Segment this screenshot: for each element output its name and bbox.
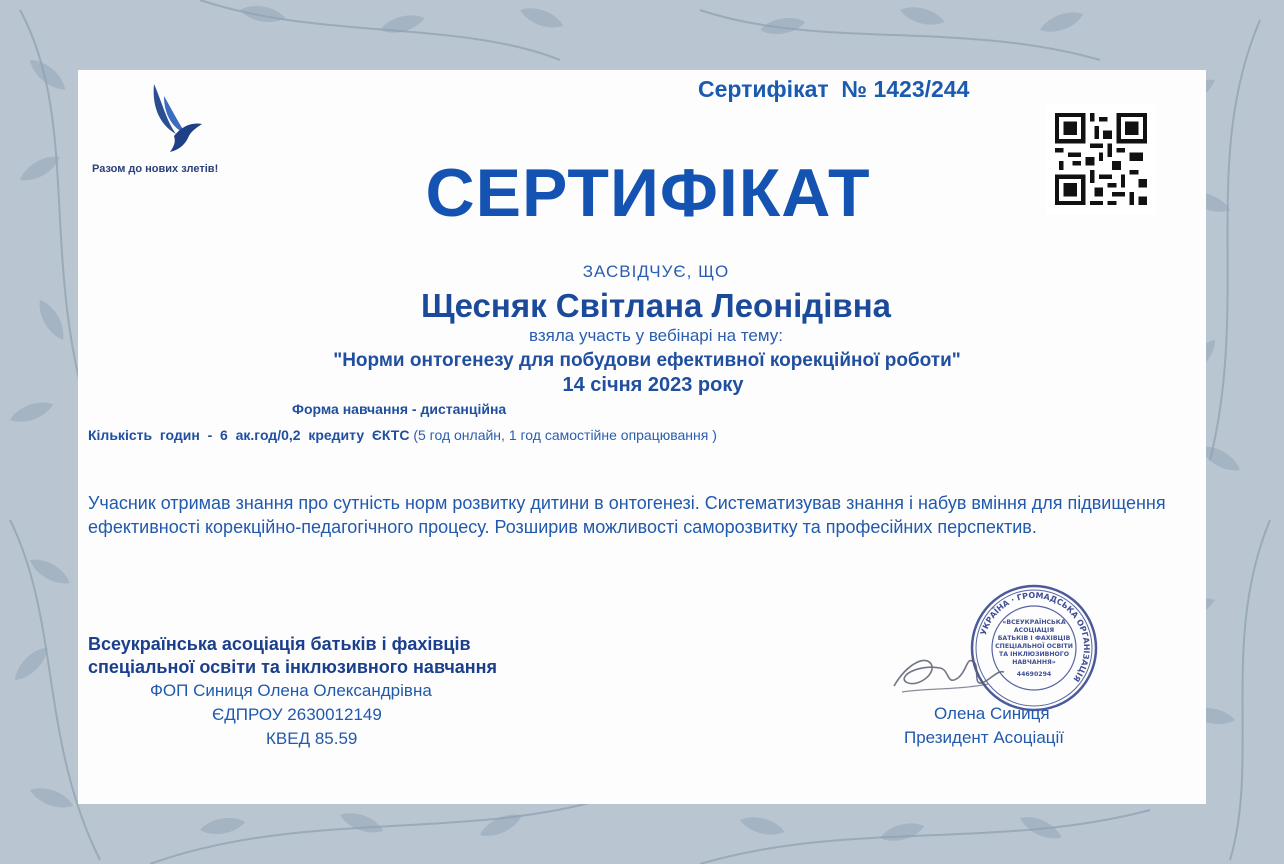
hours-line — [88, 427, 717, 443]
certifies-label: ЗАСВІДЧУЄ, ЩО — [582, 262, 730, 281]
seal-ring-text: УКРАЇНА · ГРОМАДСЬКА ОРГАНІЗАЦІЯ — [978, 590, 1092, 684]
webinar-topic: "Норми онтогенезу для побудови ефективної корекційної роботи" — [333, 350, 961, 371]
organization-fop: ФОП Синиця Олена Олександрівна — [150, 681, 432, 700]
learning-summary: Учасник отримав знання про сутність норм розвитку дитини в онтогенезі. Систематизував знання і набув вміння для підвищення ефективності корекційно-педагогічного процесу. Розширив можливості саморозвитку та професійних перспектив. — [88, 493, 1166, 537]
certificate-number: Сертифікат № 1423/244 — [698, 76, 970, 102]
dove-logo-icon — [148, 80, 208, 156]
organization-kved: КВЕД 85.59 — [266, 729, 358, 748]
hours-detail: (5 год онлайн, 1 год самостійне опрацювання ) — [413, 427, 717, 443]
signer-name: Олена Синиця — [934, 704, 1050, 723]
organization-name-line1: Всеукраїнська асоціація батьків і фахівців — [88, 634, 471, 654]
seal-line: БАТЬКІВ І ФАХІВЦІВ — [997, 635, 1071, 642]
organization-name-line2: спеціальної освіти та інклюзивного навчання — [88, 657, 498, 677]
seal-line: НАВЧАННЯ» — [1012, 659, 1056, 666]
seal-line: 44690294 — [1016, 671, 1052, 678]
seal-line: АСОЦІАЦІЯ — [1013, 627, 1055, 634]
certificate-card — [78, 70, 1206, 804]
participation-text: взяла участь у вебінарі на тему: — [529, 326, 783, 345]
certificate-title: СЕРТИФІКАТ — [425, 155, 871, 231]
logo-slogan: Разом до нових злетів! — [92, 163, 219, 175]
webinar-date: 14 січня 2023 року — [562, 374, 744, 396]
signer-role: Президент Асоціації — [904, 728, 1065, 747]
seal-line: ТА ІНКЛЮЗИВНОГО — [998, 651, 1070, 658]
recipient-name: Щесняк Світлана Леонідівна — [420, 287, 891, 324]
seal-line: «ВСЕУКРАЇНСЬКА — [1002, 619, 1066, 626]
study-form: Форма навчання - дистанційна — [292, 401, 507, 417]
seal-line: СПЕЦІАЛЬНОЇ ОСВІТИ — [995, 643, 1073, 650]
signature-icon — [888, 642, 1008, 702]
hours-main: Кількість годин - 6 ак.год/0,2 кредиту ЄКТС — [88, 427, 410, 443]
organization-edrpou: ЄДПРОУ 2630012149 — [212, 705, 382, 724]
